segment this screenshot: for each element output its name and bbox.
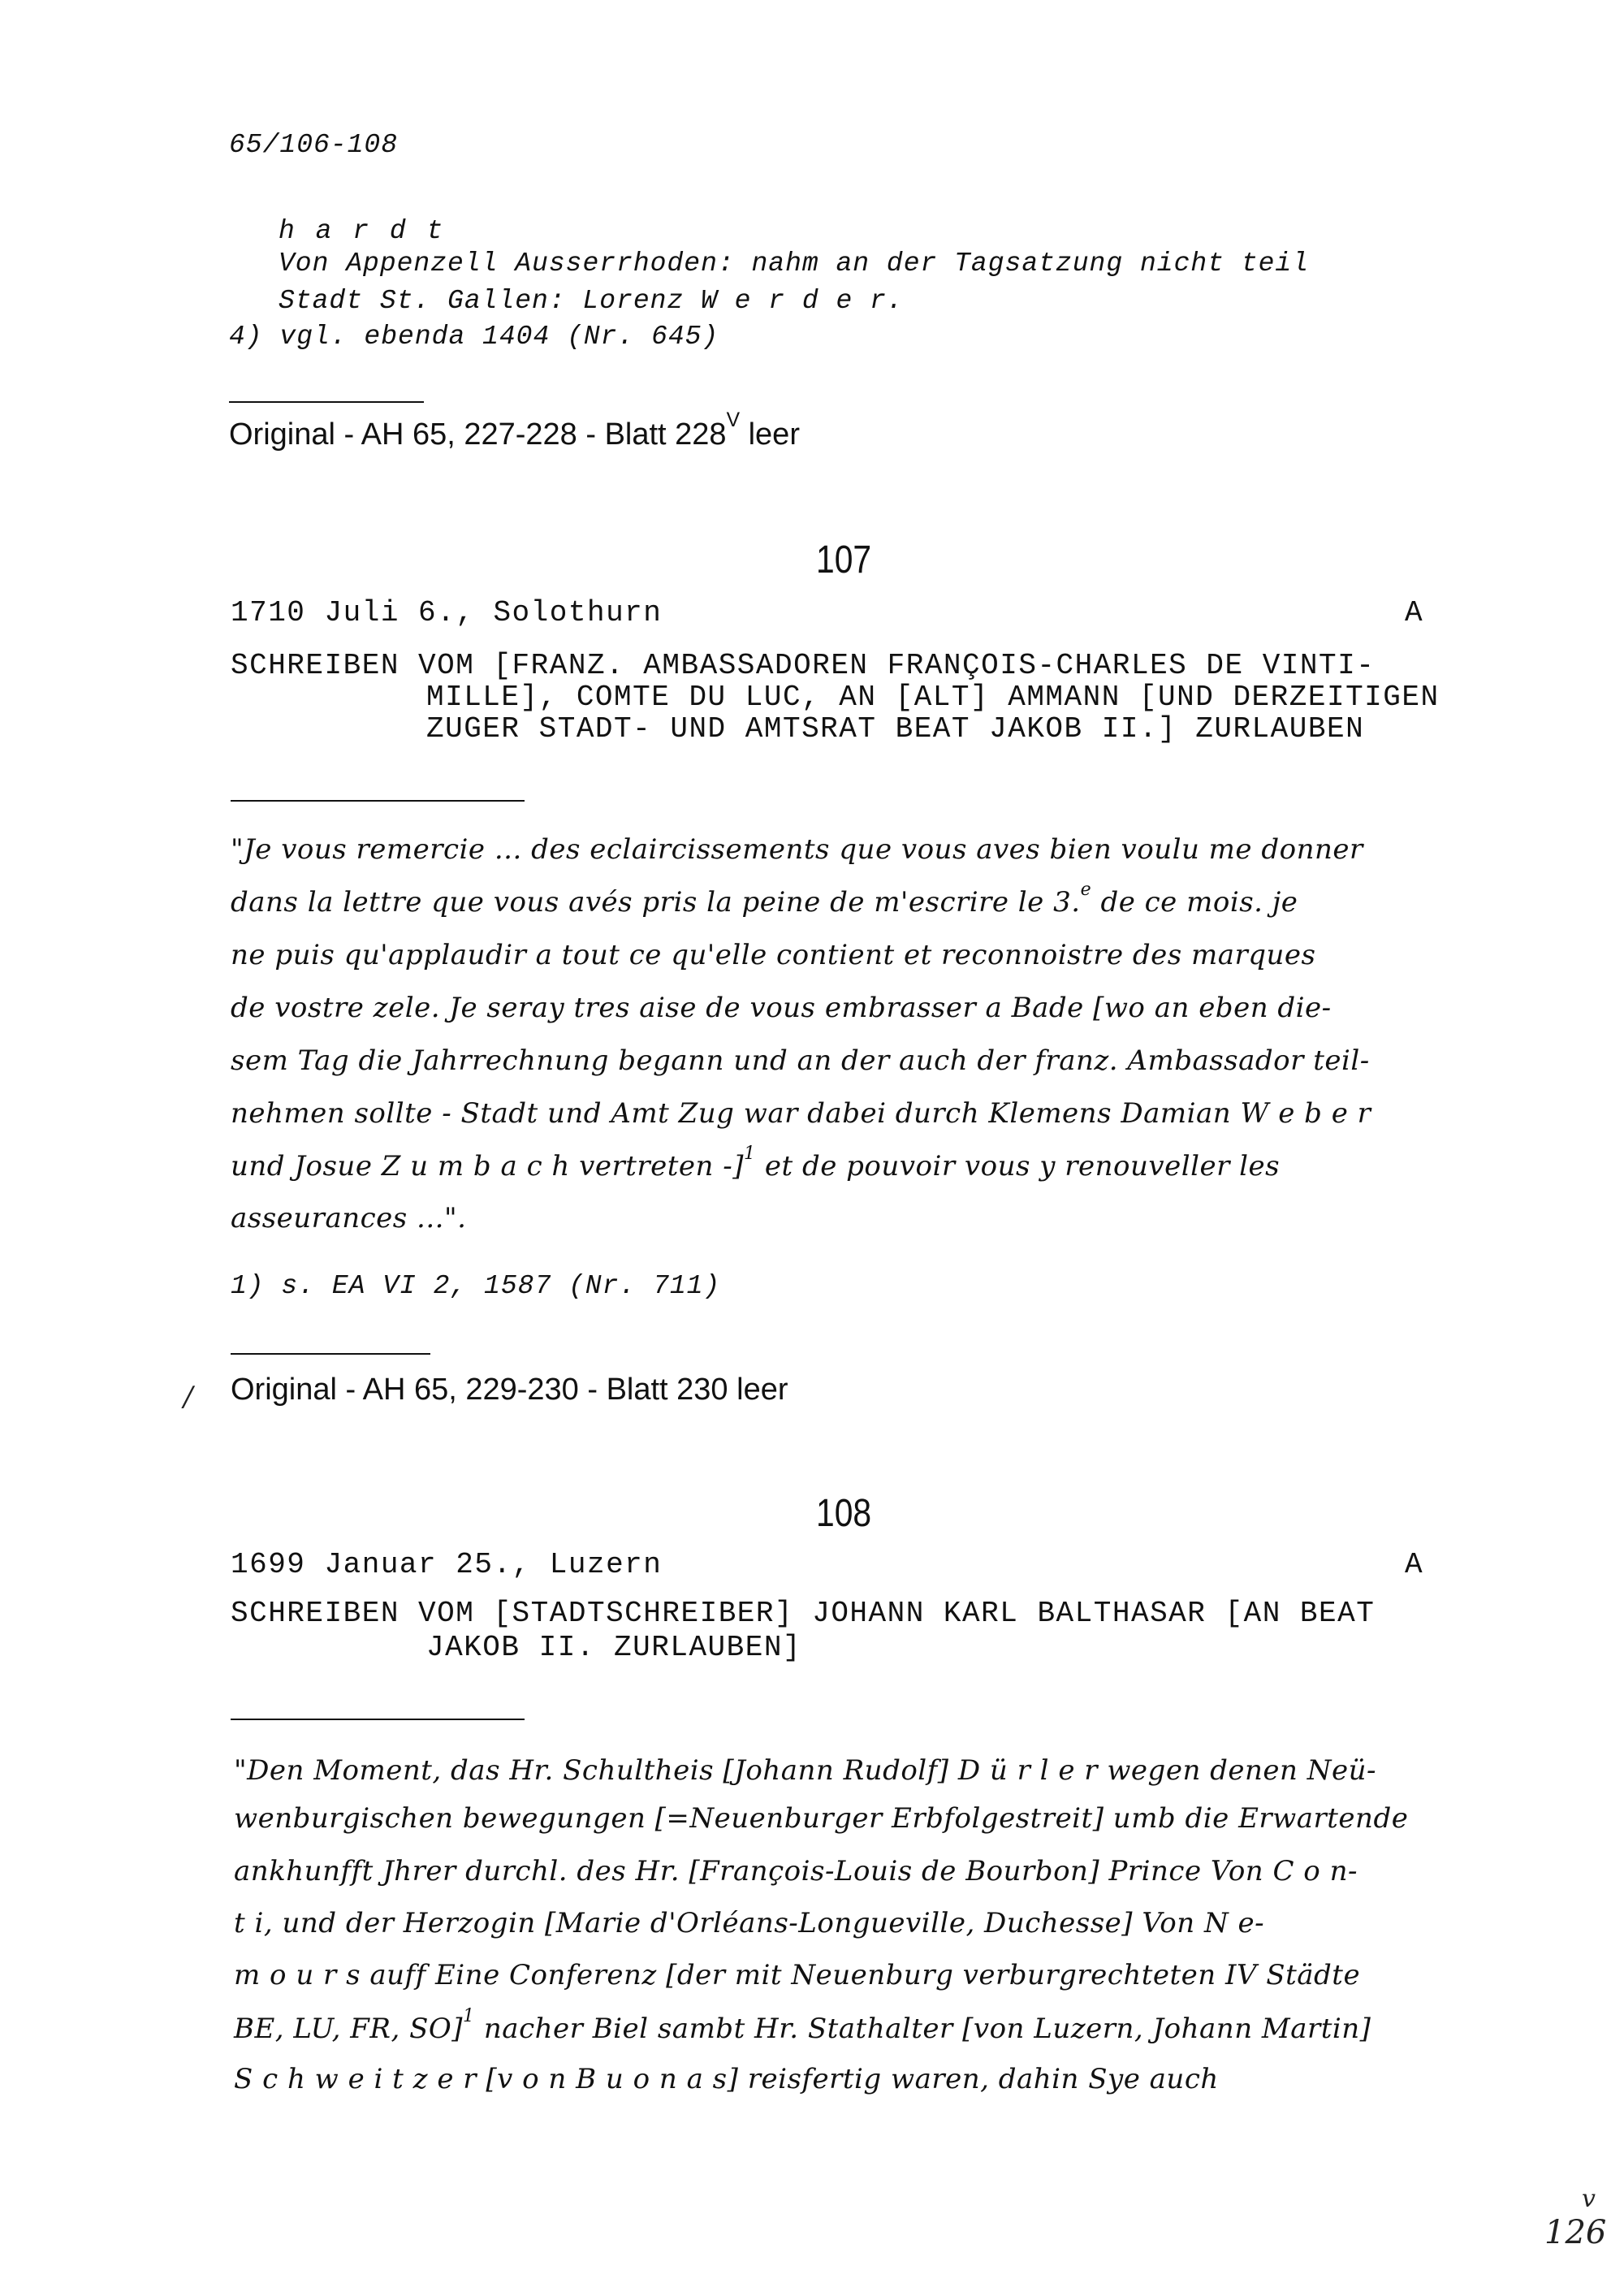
separator-rule <box>231 1353 430 1355</box>
body-line: sem Tag die Jahrrechnung begann und an der auch der franz. Ambassador teil- <box>231 1044 1370 1077</box>
page-reference: 65/106-108 <box>229 130 399 160</box>
body-line: ne puis qu'applaudir a tout ce qu'elle contient et reconnoistre des marques <box>231 939 1316 971</box>
handwritten-page-number: 126 <box>1544 2214 1607 2251</box>
document-code: A <box>1405 596 1424 629</box>
margin-tick: / <box>184 1381 193 1413</box>
prev-note-line: h a r d t <box>279 216 446 246</box>
document-code: A <box>1405 1548 1424 1581</box>
prev-note-line: Stadt St. Gallen: Lorenz W e r d e r. <box>279 286 904 316</box>
document-title-line: SCHREIBEN VOM [STADTSCHREIBER] JOHANN KARL BALTHASAR [AN BEAT <box>231 1597 1376 1630</box>
document-title-line: JAKOB II. ZURLAUBEN] <box>426 1631 802 1664</box>
body-line: und Josue Z u m b a c h vertreten -]$^1$ et de pouvoir vous y renouveller les <box>231 1143 1281 1183</box>
separator-rule <box>231 1719 525 1720</box>
document-number: 108 <box>816 1492 872 1535</box>
original-reference: Original - AH 65, 229-230 - Blatt 230 leer <box>231 1373 788 1407</box>
document-title-line: ZUGER STADT- UND AMTSRAT BEAT JAKOB II.] ZURLAUBEN <box>426 712 1365 746</box>
separator-rule <box>231 800 525 802</box>
footnote: 1) s. EA VI 2, 1587 (Nr. 711) <box>231 1271 721 1301</box>
body-line: S c h w e i t z e r [v o n B u o n a s] reisfertig waren, dahin Sye auch <box>234 2063 1219 2095</box>
document-number: 107 <box>816 538 872 582</box>
body-line: nehmen sollte - Stadt und Amt Zug war dabei durch Klemens Damian W e b e r <box>231 1097 1371 1130</box>
body-line: de vostre zele. Je seray tres aise de vous embrasser a Bade [wo an eben die- <box>231 992 1332 1024</box>
document-date-place: 1710 Juli 6., Solothurn <box>231 596 663 629</box>
separator-rule <box>229 401 424 403</box>
document-title-line: MILLE], COMTE DU LUC, AN [ALT] AMMANN [UND DERZEITIGEN <box>426 681 1440 714</box>
body-line: asseurances ...". <box>231 1202 467 1234</box>
original-reference: Original - AH 65, 227-228 - Blatt $228^V$ leer <box>229 409 800 452</box>
body-line: "Je vous remercie ... des eclaircissements que vous aves bien voulu me donner <box>231 833 1363 866</box>
body-line: wenburgischen bewegungen [=Neuenburger Erbfolgestreit] umb die Erwartende <box>234 1802 1409 1835</box>
document-date-place: 1699 Januar 25., Luzern <box>231 1548 663 1581</box>
body-line: t i, und der Herzogin [Marie d'Orléans-Longueville, Duchesse] Von N e- <box>234 1907 1265 1939</box>
prev-note-line: Von Appenzell Ausserrhoden: nahm an der Tagsatzung nicht teil <box>279 249 1309 279</box>
body-line: "Den Moment, das Hr. Schultheis [Johann Rudolf] D ü r l e r wegen denen Neü- <box>234 1754 1377 1787</box>
body-line: BE, LU, FR, SO]$^1$ nacher Biel sambt Hr. Stathalter [von Luzern, Johann Martin] <box>234 2005 1371 2045</box>
footnote: 4) vgl. ebenda 1404 (Nr. 645) <box>229 322 719 352</box>
document-title-line: SCHREIBEN VOM [FRANZ. AMBASSADOREN FRANÇOIS-CHARLES DE VINTI- <box>231 649 1376 682</box>
check-mark: v <box>1582 2185 1596 2213</box>
body-line: ankhunfft Jhrer durchl. des Hr. [François-Louis de Bourbon] Prince Von C o n- <box>234 1855 1358 1887</box>
body-line: m o u r s auff Eine Conferenz [der mit Neuenburg verburgrechteten IV Städte <box>234 1959 1361 1991</box>
body-line: dans la lettre que vous avés pris la peine de m'escrire le 3.$^e$ de ce mois. je <box>231 879 1298 919</box>
